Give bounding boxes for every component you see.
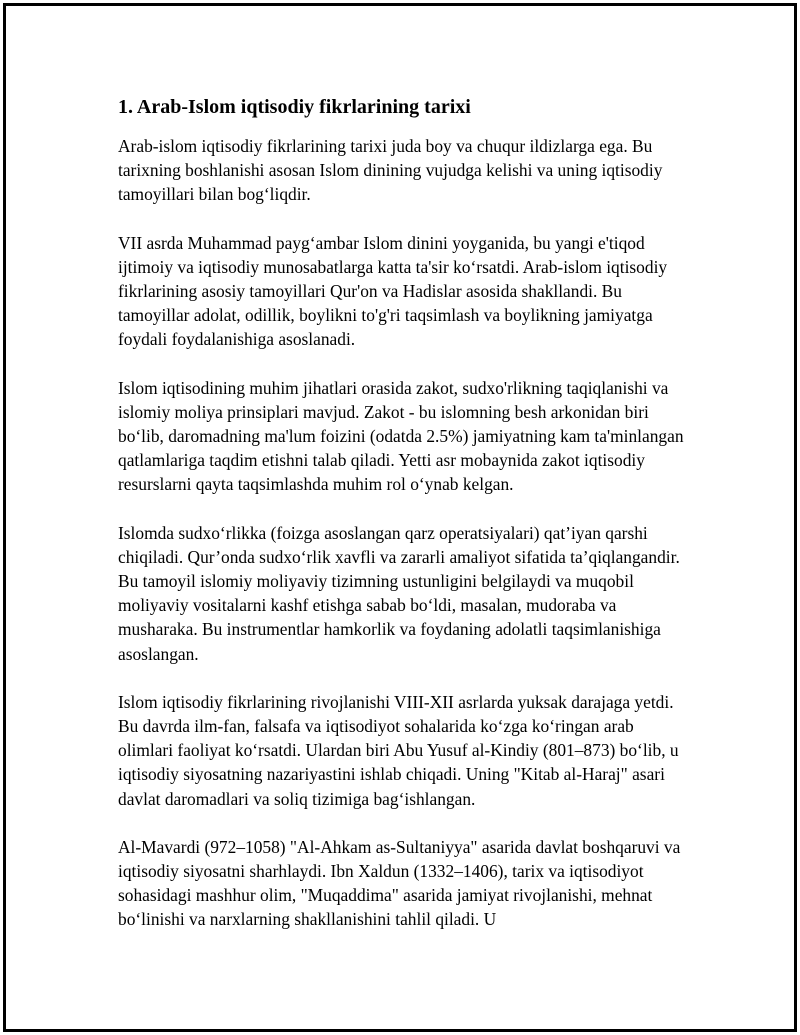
paragraph-2: VII asrda Muhammad payg‘ambar Islom dinini yoyganida, bu yangi e'tiqod ijtimoiy va iqtisodiy munosabatlarga katta ta'sir ko‘rsatdi. Arab-islom iqtisodiy fikrlarining asosiy tamoyillari Qur'on va Hadislar asosida shakllandi. Bu tamoyillar adolat, odillik, boylikni to'g'ri taqsimlash va boylikning jamiyatga foydali foydalanishiga asoslanadi. [118, 232, 668, 350]
paragraph-1: Arab-islom iqtisodiy fikrlarining tarixi juda boy va chuqur ildizlarga ega. Bu tarixning boshlanishi asosan Islom dinining vujudga kelishi va uning iqtisodiy tamoyillari bilan bog‘liqdir. [118, 136, 663, 205]
document-body [118, 92, 688, 956]
paragraph-6: Al-Mavardi (972–1058) "Al-Ahkam as-Sultaniyya" asarida davlat boshqaruvi va iqtisodiy siyosatni sharhlaydi. Ibn Xaldun (1332–1406), tarix va iqtisodiyot sohasidagi mashhur olim, "Muqaddima" asarida jamiyat rivojlanishi, mehnat bo‘linishi va narxlarning shakllanishini tahlil qiladi. U [118, 836, 681, 930]
paragraph-4: Islomda sudxo‘rlikka (foizga asoslangan qarz operatsiyalari) qat’iyan qarshi chiqiladi. Qur’onda sudxo‘rlik xavfli va zararli amaliyot sifatida ta’qiqlangandir. Bu tamoyil islomiy moliyaviy tizimning ustunligini belgilaydi va muqobil moliyaviy vositalarni kashf etishga sabab bo‘ldi, masalan, mudoraba va musharaka. Bu instrumentlar hamkorlik va foydaning adolatli taqsimlanishiga asoslangan. [118, 522, 680, 664]
paragraph-5: Islom iqtisodiy fikrlarining rivojlanishi VIII-XII asrlarda yuksak darajaga yetdi. Bu davrda ilm-fan, falsafa va iqtisodiyot sohalarida ko‘zga ko‘ringan arab olimlari faoliyat ko‘rsatdi. Ulardan biri Abu Yusuf al-Kindiy (801–873) bo‘lib, u iqtisodiy siyosatning nazariyastini ishlab chiqadi. Uning "Kitab al-Haraj" asari davlat daromadlari va soliq tizimiga bag‘ishlangan. [118, 691, 679, 809]
paragraph-3: Islom iqtisodining muhim jihatlari orasida zakot, sudxo'rlikning taqiqlanishi va islomiy moliya prinsiplari mavjud. Zakot - bu islomning besh arkonidan biri bo‘lib, daromadning ma'lum foizini (odatda 2.5%) jamiyatning kam ta'minlangan qatlamlariga taqdim etishni talab qiladi. Yetti asr mobaynida zakot iqtisodiy resurslarni qayta taqsimlashda muhim rol o‘ynab kelgan. [118, 377, 684, 495]
section-heading: 1. Arab-Islom iqtisodiy fikrlarining tarixi [118, 96, 471, 118]
